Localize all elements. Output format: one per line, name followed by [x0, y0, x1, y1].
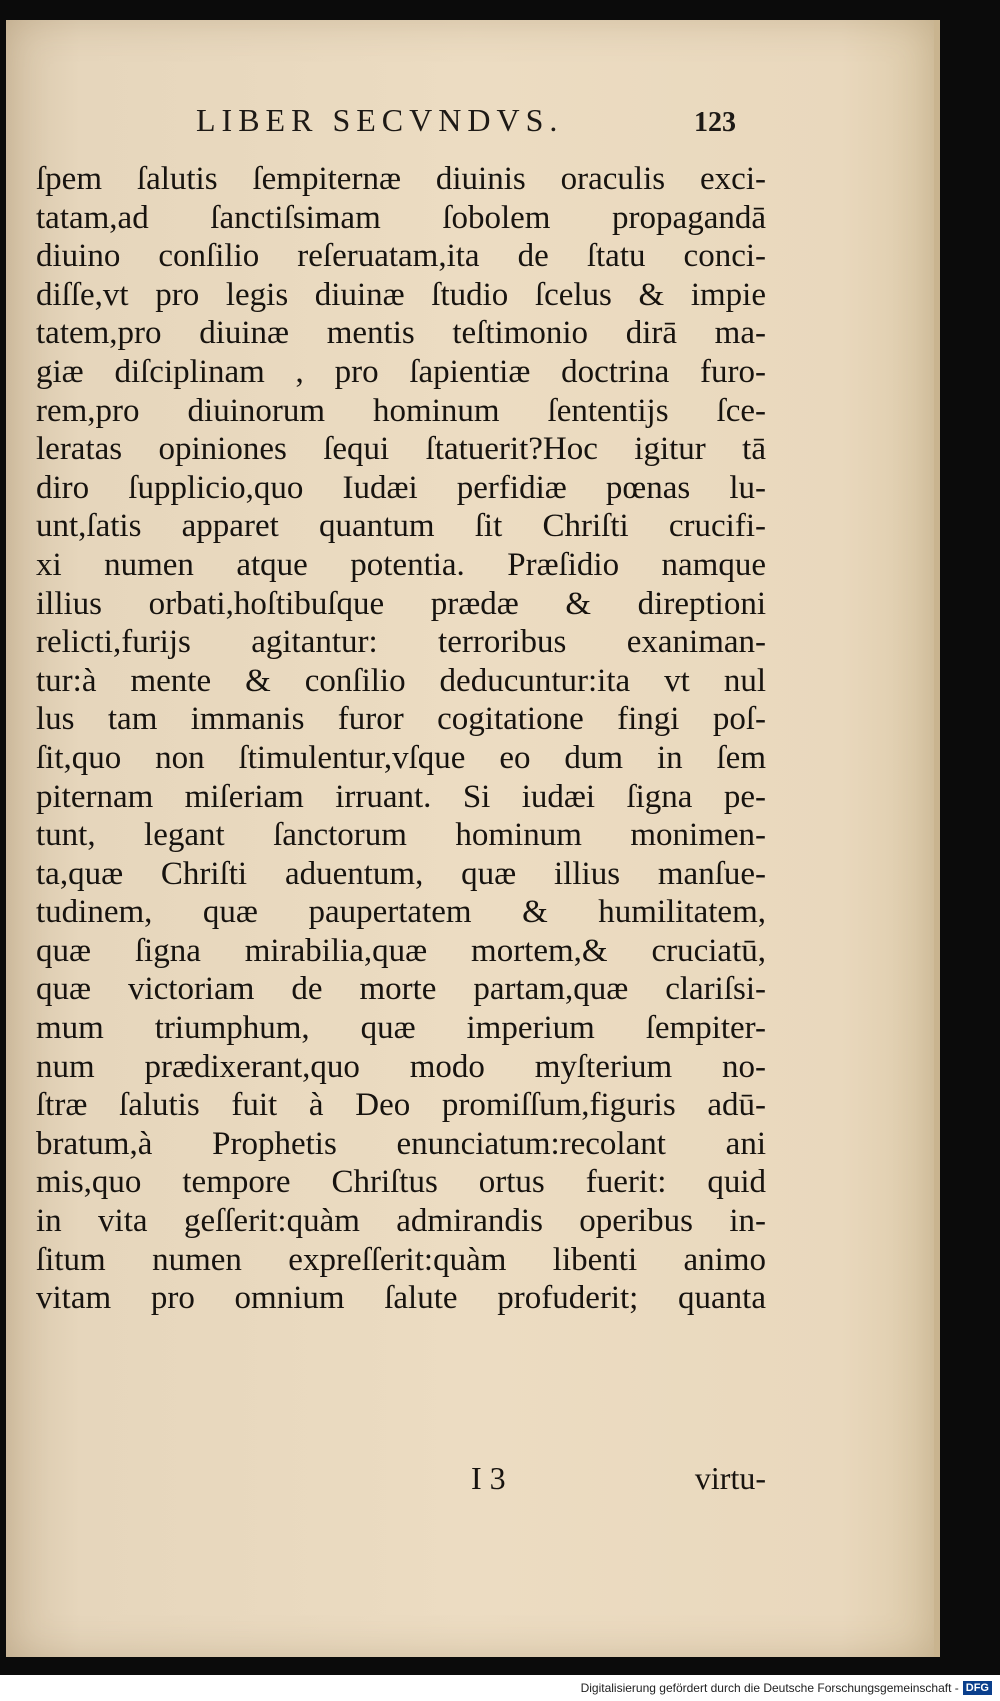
signature-mark: I 3: [471, 1460, 506, 1496]
running-head: [196, 102, 736, 139]
text-line: piternam miſeriam irruant. Si iudæi ſigna pe-: [36, 778, 766, 815]
text-line: unt,ſatis apparet quantum ſit Chriſti crucifi-: [36, 508, 766, 545]
digitization-credit-text: Digitalisierung gefördert durch die Deutsche Forschungsgemeinschaft -: [580, 1681, 959, 1695]
text-line: mum triumphum, quæ imperium ſempiter-: [36, 1010, 766, 1047]
text-line: num prædixerant,quo modo myſterium no-: [36, 1048, 766, 1085]
body-text: [36, 160, 766, 1318]
text-line: leratas opiniones ſequi ſtatuerit?Hoc igitur tā: [36, 431, 766, 468]
text-line: tudinem, quæ paupertatem & humilitatem,: [36, 894, 766, 931]
text-line: quæ victoriam de morte partam,quæ clariſsi-: [36, 971, 766, 1008]
text-line: ſtræ ſalutis fuit à Deo promiſſum,figuris adū-: [36, 1087, 766, 1124]
text-line: diſſe,vt pro legis diuinæ ſtudio ſcelus & impie: [36, 276, 766, 313]
text-line: ſitum numen expreſſerit:quàm libenti animo: [36, 1241, 766, 1278]
text-line: tur:à mente & conſilio deducuntur:ita vt nul: [36, 662, 766, 699]
text-line: bratum,à Prophetis enunciatum:recolant ani: [36, 1125, 766, 1162]
text-line: tatem,pro diuinæ mentis teſtimonio dirā ma-: [36, 315, 766, 352]
dfg-logo: DFG: [963, 1681, 992, 1695]
text-line: ſit,quo non ſtimulentur,vſque eo dum in ſem: [36, 739, 766, 776]
text-line: relicti,furijs agitantur: terroribus exaniman-: [36, 624, 766, 661]
text-line: diro ſupplicio,quo Iudæi perfidiæ pœnas lu-: [36, 469, 766, 506]
text-line: in vita geſſerit:quàm admirandis operibus in-: [36, 1203, 766, 1240]
digitization-credit-bar: [0, 1675, 1000, 1701]
text-line: quæ ſigna mirabilia,quæ mortem,& cruciatū,: [36, 932, 766, 969]
page-footer: [471, 1460, 766, 1497]
text-line: rem,pro diuinorum hominum ſententijs ſce-: [36, 392, 766, 429]
text-line: xi numen atque potentia. Præſidio namque: [36, 546, 766, 583]
text-line: tunt, legant ſanctorum hominum monimen-: [36, 817, 766, 854]
text-line: lus tam immanis furor cogitatione fingi poſ-: [36, 701, 766, 738]
text-line: mis,quo tempore Chriſtus ortus fuerit: quid: [36, 1164, 766, 1201]
text-line: tatam,ad ſanctiſsimam ſobolem propagandā: [36, 199, 766, 236]
text-line: illius orbati,hoſtibuſque prædæ & direptioni: [36, 585, 766, 622]
book-page: [6, 20, 940, 1657]
page-number: 123: [694, 107, 736, 138]
text-line: ta,quæ Chriſti aduentum, quæ illius manſue-: [36, 855, 766, 892]
running-head-title: LIBER SECVNDVS.: [196, 102, 564, 138]
text-line: ſpem ſalutis ſempiternæ diuinis oraculis exci-: [36, 161, 766, 197]
text-line: giæ diſciplinam , pro ſapientiæ doctrina furo-: [36, 353, 766, 390]
text-line: vitam pro omnium ſalute profuderit; quanta: [36, 1280, 766, 1317]
catchword: virtu-: [694, 1460, 766, 1496]
text-line: diuino conſilio reſeruatam,ita de ſtatu conci-: [36, 238, 766, 275]
